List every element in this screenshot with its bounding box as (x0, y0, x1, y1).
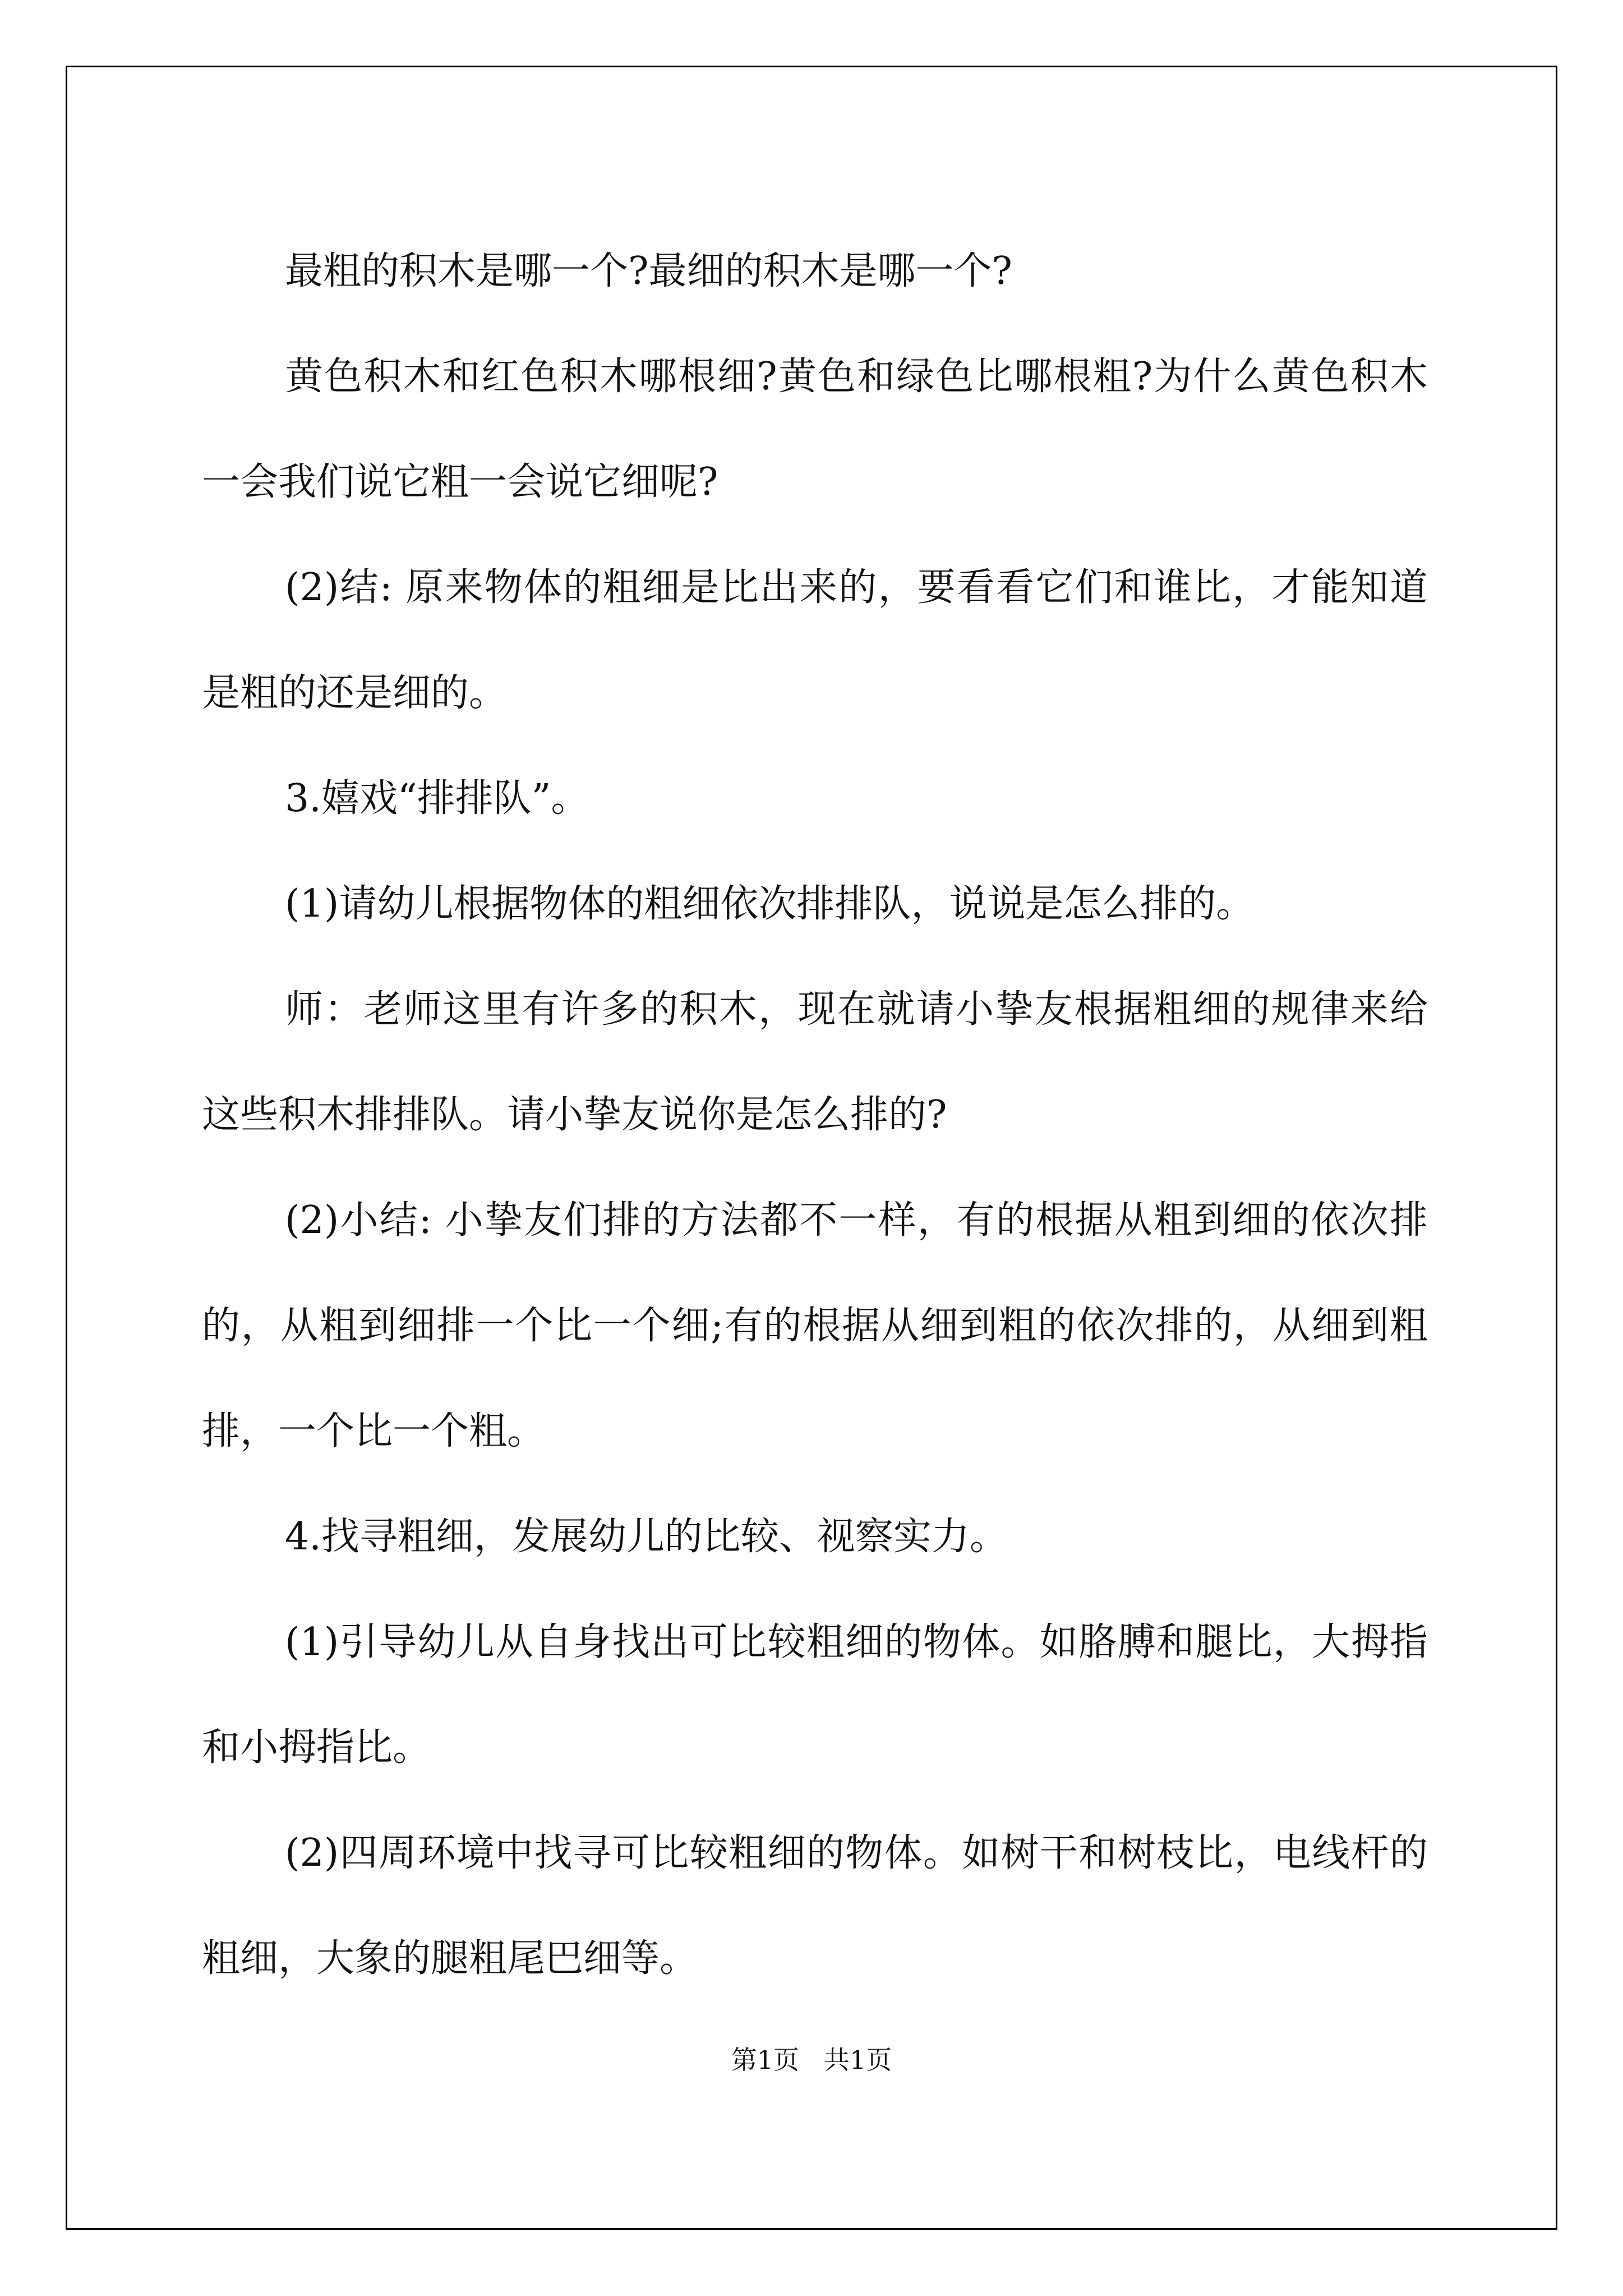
page-number: 第1页 (731, 2045, 800, 2075)
paragraph: 最粗的积木是哪一个?最细的积木是哪一个? (285, 249, 1012, 293)
paragraph: (2)四周环境中找寻可比较粗细的物体。如树干和树枝比，电线杆的粗细，大象的腿粗尾巴细等。 (202, 1831, 1428, 1981)
paragraph: (1)引导幼儿从自身找出可比较粗细的物体。如胳膊和腿比，大拇指和小拇指比。 (202, 1620, 1428, 1770)
paragraph: 师：老师这里有许多的积木，现在就请小挚友根据粗细的规律来给这些积木排排队。请小挚友说你是怎么排的? (202, 987, 1428, 1137)
paragraph: (1)请幼儿根据物体的粗细依次排排队，说说是怎么排的。 (285, 882, 1255, 926)
paragraph: 4.找寻粗细，发展幼儿的比较、视察实力。 (285, 1515, 1008, 1559)
paragraph: 黄色积木和红色积木哪根细?黄色和绿色比哪根粗?为什么黄色积木一会我们说它粗一会说它细呢? (202, 355, 1428, 504)
page-footer (0, 2040, 1623, 2077)
document-body (202, 219, 1428, 2012)
paragraph: (2)小结: 小挚友们排的方法都不一样，有的根据从粗到细的依次排的，从粗到细排一个比一个细;有的根据从细到粗的依次排的，从细到粗排，一个比一个粗。 (202, 1198, 1428, 1453)
paragraph: 3.嬉戏“排排队”。 (285, 776, 589, 821)
paragraph: (2)结: 原来物体的粗细是比出来的，要看看它们和谁比，才能知道是粗的还是细的。 (202, 565, 1428, 715)
page-total: 共1页 (823, 2045, 892, 2075)
